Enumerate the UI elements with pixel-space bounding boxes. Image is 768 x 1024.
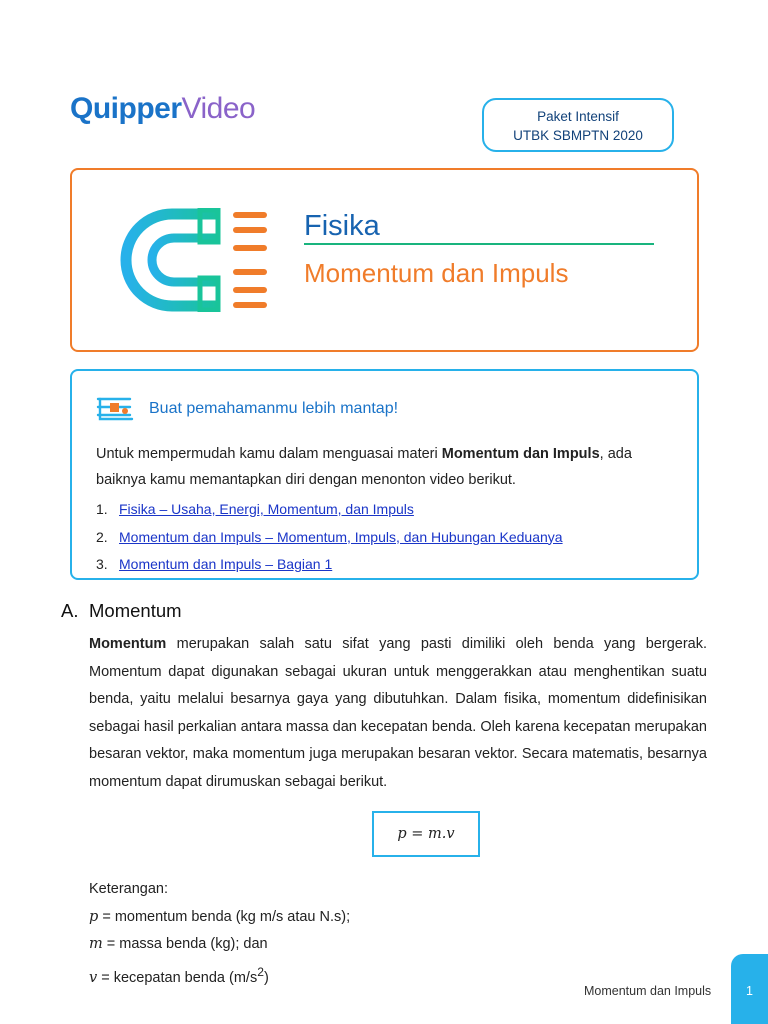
legend-symbol: m (89, 936, 103, 952)
section-letter: A. (61, 600, 79, 621)
paragraph-lead: Momentum (89, 636, 167, 652)
list-item (96, 524, 563, 552)
topic-title: Momentum dan Impuls (304, 258, 569, 288)
legend-title: Keterangan: (89, 881, 169, 897)
title-divider (304, 243, 654, 245)
legend-symbol: v (89, 969, 98, 986)
legend-symbol: p (89, 908, 99, 925)
page-number: 1 (731, 954, 768, 1024)
legend-item (89, 931, 350, 959)
footer-title: Momentum dan Impuls (584, 984, 712, 998)
legend-text: = kecepatan benda (m/s (97, 969, 258, 986)
book-icon (96, 395, 136, 423)
magnet-icon (120, 208, 270, 312)
quipper-video-logo (70, 92, 255, 126)
tip-intro (96, 441, 676, 493)
section-title: Momentum (89, 600, 182, 621)
legend-item (89, 904, 350, 932)
recommendation-box (70, 369, 699, 580)
logo-video: Video (181, 92, 256, 125)
package-badge (482, 98, 674, 152)
video-link-3[interactable]: Momentum dan Impuls – Bagian 1 (119, 556, 333, 572)
momentum-paragraph (89, 631, 707, 796)
badge-line2: UTBK SBMPTN 2020 (513, 128, 643, 143)
video-link-list (96, 496, 563, 579)
badge-line1: Paket Intensif (537, 109, 619, 124)
legend-tail: ) (263, 969, 269, 986)
list-number: 2. (96, 528, 108, 545)
paragraph-body: merupakan salah satu sifat yang pasti dimiliki oleh benda yang bergerak. Momentum dapat digunakan sebagai ukuran untuk menggerakkan atau menghentikan suatu benda, yaitu melalui besarnya gaya yang dibutuhkan. Dalam fisika, momentum didefinisikan sebagai hasil perkalian antara massa dan kecepatan benda. Oleh karena kecepatan merupakan besaran vektor, maka momentum juga merupakan besaran vektor. Secara matematis, besarnya momentum dapat dirumuskan sebagai berikut. (89, 636, 707, 790)
formula-legend (89, 876, 350, 992)
list-item (96, 496, 563, 524)
legend-text: = momentum benda (kg m/s atau N.s); (98, 908, 351, 925)
hero-card (70, 168, 699, 352)
intro-bold: Momentum dan Impuls (441, 446, 600, 462)
section-heading (61, 600, 182, 622)
list-item (96, 551, 563, 579)
intro-text-end: , ada baiknya kamu memantapkan diri dengan menonton video berikut. (96, 446, 632, 488)
subject-title: Fisika (304, 210, 380, 242)
intro-text: Untuk mempermudah kamu dalam menguasai materi (96, 446, 442, 462)
legend-item (89, 959, 350, 992)
video-link-1[interactable]: Fisika – Usaha, Energi, Momentum, dan Impuls (119, 501, 414, 517)
video-link-2[interactable]: Momentum dan Impuls – Momentum, Impuls, dan Hubungan Keduanya (119, 528, 563, 545)
tip-title: Buat pemahamanmu lebih mantap! (149, 400, 399, 417)
legend-superscript: 2 (257, 964, 264, 979)
logo-quipper: Quipper (70, 92, 182, 125)
list-number: 3. (96, 556, 108, 572)
momentum-formula: p = m.v (372, 811, 480, 857)
legend-text: = massa benda (kg); dan (102, 936, 268, 952)
list-number: 1. (96, 501, 108, 517)
